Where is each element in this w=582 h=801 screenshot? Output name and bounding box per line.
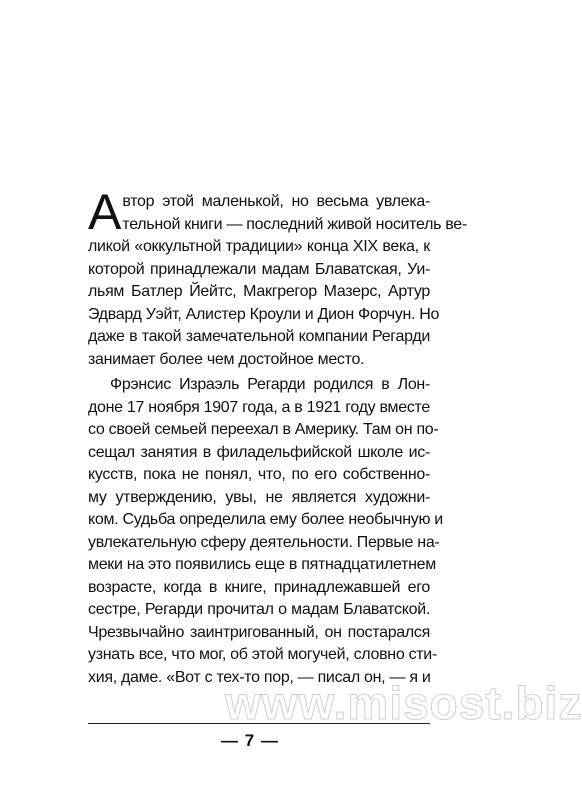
paragraph-1-line: тельной книги — последний живой носитель ве-: [122, 215, 467, 233]
paragraph-2-line: увлекательную сферу деятельности. Первые на-: [88, 533, 440, 551]
paragraph-1-line: даже в такой замечательной компании Регарди: [88, 328, 430, 345]
paragraph-2-line: возрасте, когда в книге, принадлежавшей его: [88, 578, 430, 596]
paragraph-1: [88, 184, 467, 371]
paragraph-1-line: которой принадлежали мадам Блаватская, Уи-: [88, 260, 430, 278]
paragraph-2-line: сещал занятия в филадельфийской школе ис-: [88, 443, 430, 461]
paragraph-2-line: сестре, Регарди прочитал о мадам Блаватской.: [88, 601, 430, 618]
paragraph-1-line: втор этой маленькой, но весьма увлека-: [122, 193, 430, 210]
paragraph-2-line: узнать все, что мог, об этой могучей, словно сти-: [88, 646, 437, 663]
footer-divider: [88, 723, 430, 724]
page-number: — 7 —: [221, 731, 279, 750]
watermark: www.misost.biz: [225, 677, 582, 729]
paragraph-2: [88, 374, 443, 689]
paragraph-2-line: доне 17 ноября 1907 года, а в 1921 году вместе: [88, 398, 430, 416]
paragraph-2-line: кусств, пока не понял, что, по его собственно-: [88, 466, 430, 483]
paragraph-2-line: со своей семьей переехал в Америку. Там он по-: [88, 421, 439, 438]
paragraph-2-line: хия, даме. «Вот с тех-то пор, — писал он, — я и: [88, 668, 431, 686]
drop-cap: А: [88, 184, 122, 240]
paragraph-1-line: занимает более чем достойное место.: [88, 350, 365, 368]
paragraph-2-line: Фрэнсис Израэль Регарди родился в Лон-: [110, 376, 430, 393]
paragraph-2-line: му утверждению, увы, не является художни-: [88, 488, 430, 506]
paragraph-2-line: ком. Судьба определила ему более необычную и: [88, 511, 443, 528]
paragraph-1-line: льям Батлер Йейтс, Макгрегор Мазерс, Артур: [88, 283, 430, 300]
paragraph-2-line: меки на это появились еще в пятнадцатилетнем: [88, 556, 436, 573]
paragraph-2-line: Чрезвычайно заинтригованный, он постарался: [88, 623, 430, 641]
paragraph-1-line: Эдвард Уэйт, Алистер Кроули и Дион Форчун. Но: [88, 305, 440, 323]
paragraph-1-line: ликой «оккультной традиции» конца XIX века, к: [88, 238, 430, 255]
